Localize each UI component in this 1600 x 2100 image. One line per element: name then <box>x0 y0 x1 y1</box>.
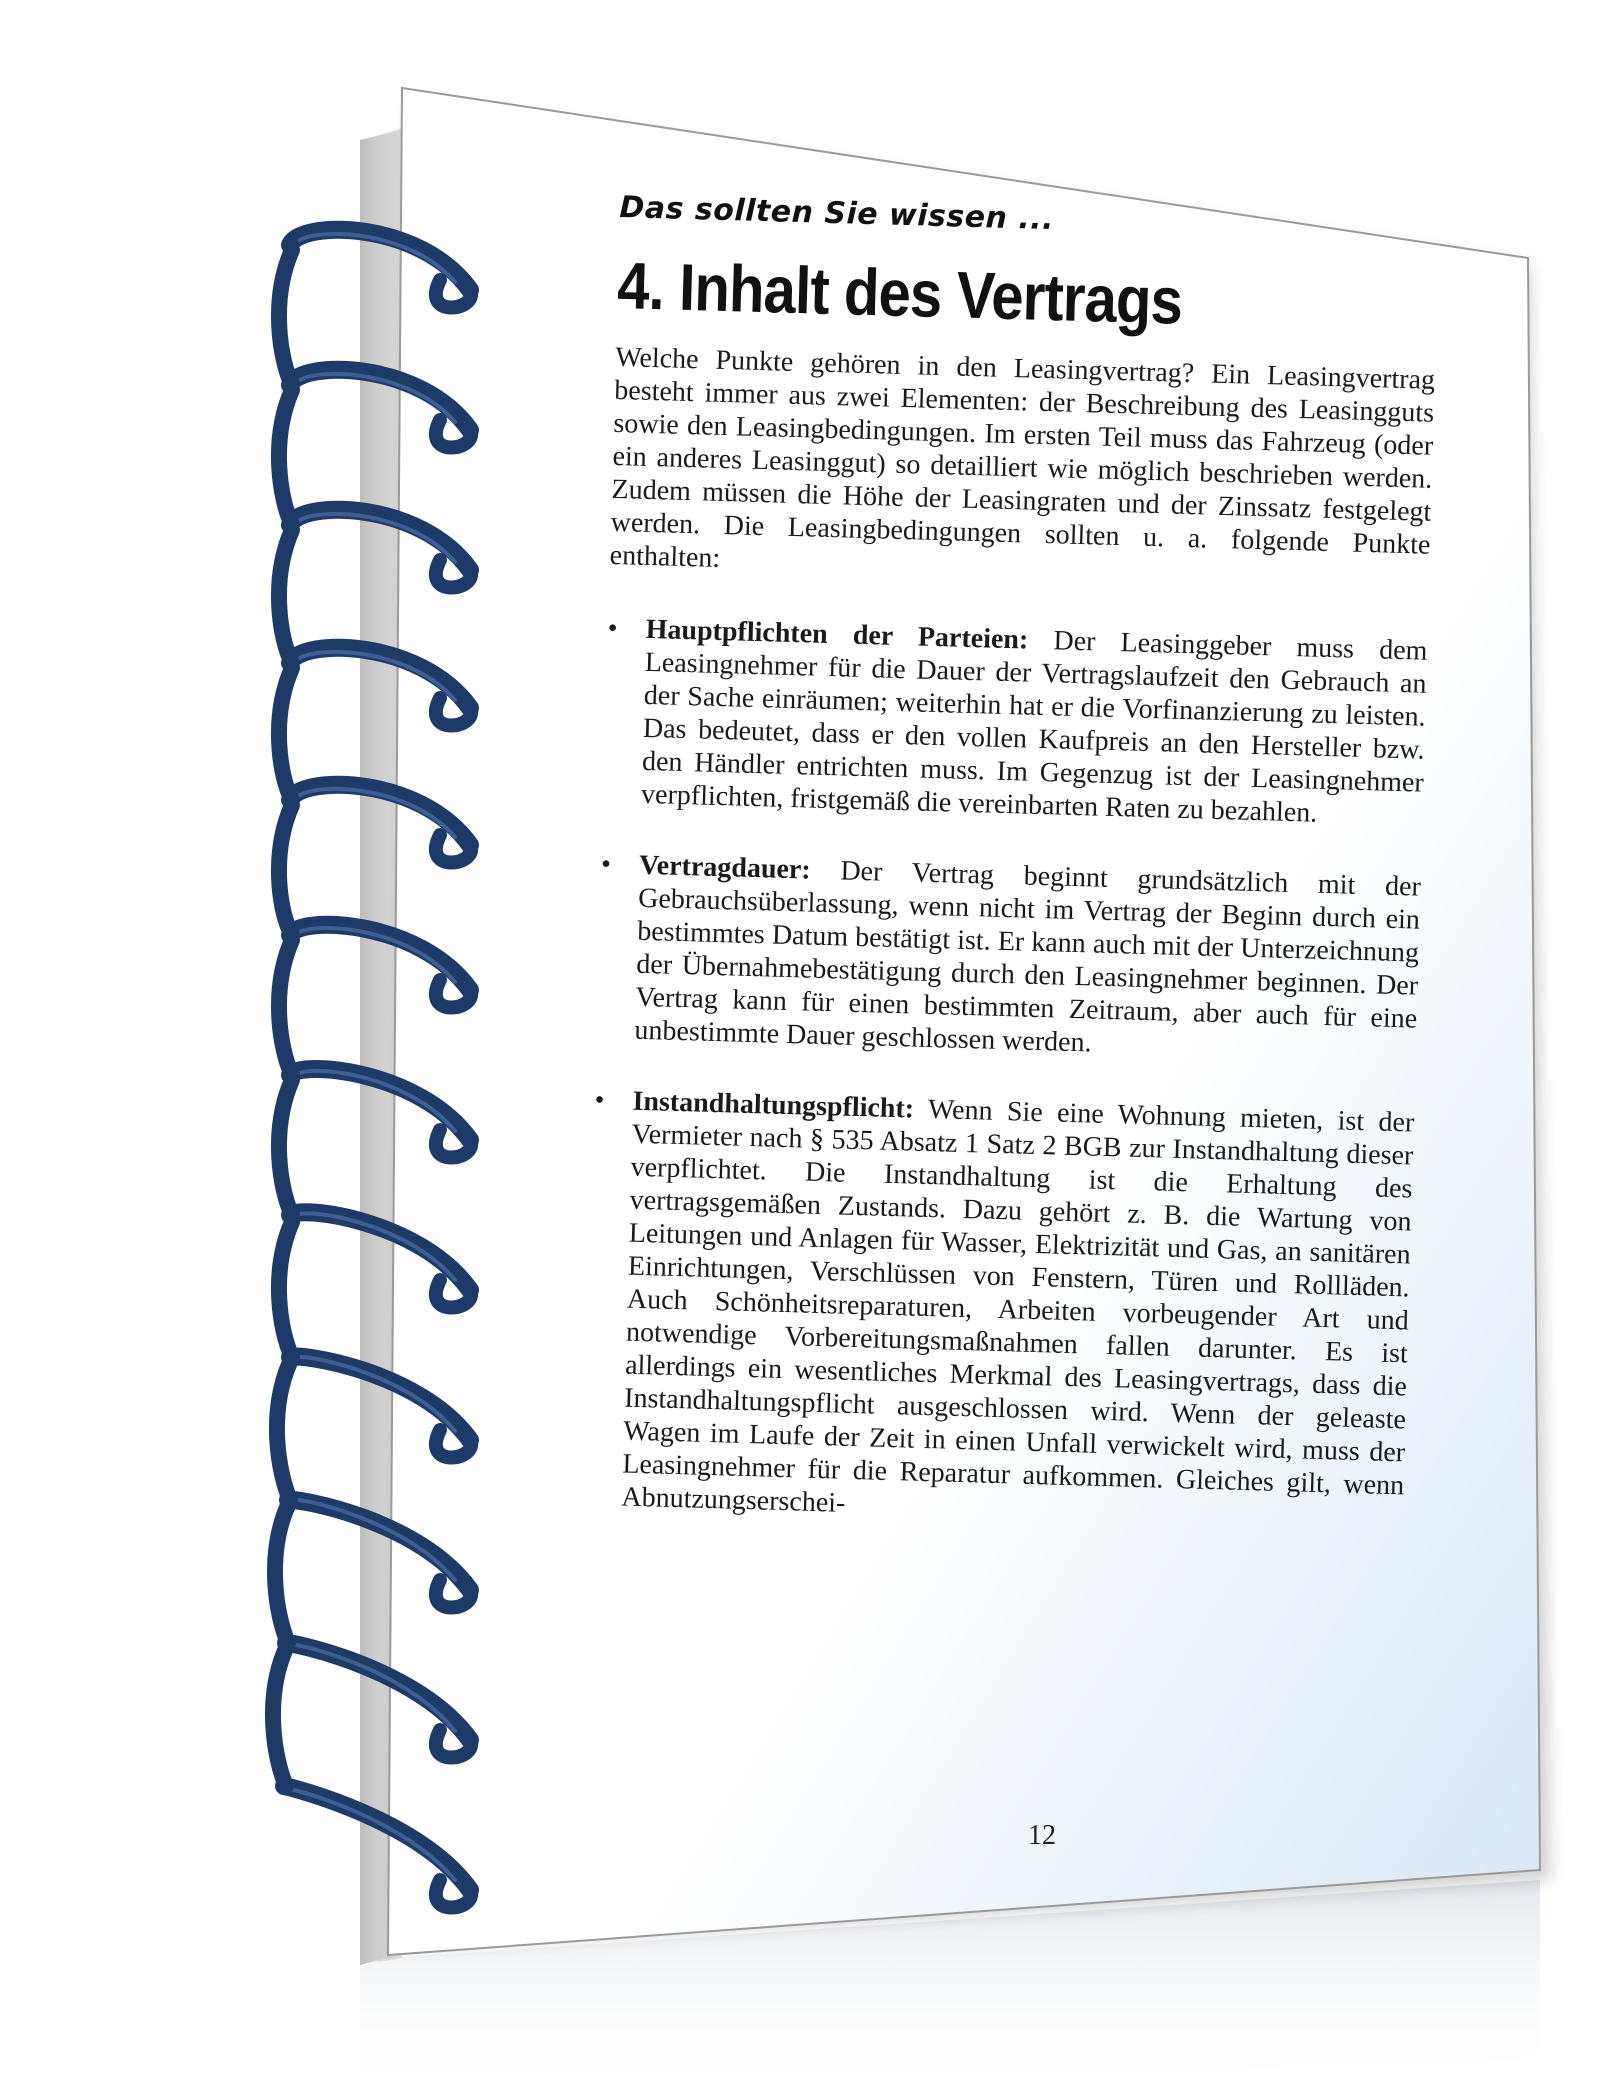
list-item-term: Instandhaltungspflicht: <box>632 1085 915 1125</box>
list-item-text: Der Leasinggeber muss dem Leasingnehmer für die Dauer der Vertragslaufzeit den Gebrauch an der Sache einräumen; weiterhin hat er die Vorfinanzierung zu leisten. Das bedeutet, dass er den vollen Kaufpreis an den Hersteller bzw. den Händler entrichten muss. Im Gegenzug ist der Leasingnehmer verpflichten, fristgemäß die vereinbarten Raten zu bezahlen. <box>640 624 1428 829</box>
page-number: 12 <box>1028 1820 1056 1851</box>
intro-paragraph: Welche Punkte gehören in den Leasingvertrag? Ein Leasingvertrag besteht immer aus zwei Elementen: der Beschreibung des Leasingguts sowie den Leasingbedingungen. Im ersten Teil muss das Fahrzeug (oder ein anderes Leasinggut) so detailliert wie möglich beschrieben werden. Zudem müssen die Höhe der Leasingraten und der Zinssatz festgelegt werden. Die Leasingbedingungen sollten u. a. folgende Punkte enthalten: <box>609 341 1436 574</box>
list-item <box>603 612 1428 833</box>
section-kicker: Das sollten Sie wissen ... <box>619 190 1055 238</box>
list-item-term: Vertragdauer: <box>638 849 812 886</box>
list-item-text: Wenn Sie eine Wohnung mieten, ist der Vermieter nach § 535 Absatz 1 Satz 2 BGB zur Instandhaltung dieser verpflichtet. Die Instandhaltung ist die Erhaltung des vertragsgemäßen Zustands. Dazu gehört z. B. die Wartung von Leitungen und Anlagen für Wasser, Elektrizität und Gas, an sanitären Einrichtungen, Verschlüssen von Fenstern, Türen und Rollläden. Auch Schönheitsreparaturen, Arbeiten vorbeugender Art und notwendige Vorbereitungsmaßnahmen fallen darunter. Es ist allerdings ein wesentliches Merkmal des Leasingvertrags, dass die Instandhaltungspflicht ausgeschlossen wird. Wenn der geleaste Wagen im Laufe der Zeit in einen Unfall verwickelt wird, muss der Leasingnehmer für die Reparatur aufkommen. Gleiches gilt, wenn Abnutzungserschei- <box>621 1093 1415 1519</box>
bullet: • <box>594 1084 605 1116</box>
list-item <box>596 848 1421 1069</box>
list-item-text: Der Vertrag beginnt grundsätzlich mit der Gebrauchsüberlassung, wenn nicht im Vertrag der Beginn durch ein bestimmtes Datum bestätigt ist. Er kann auch mit der Unterzeichnung der Übernahmebestätigung durch den Leasingnehmer beginnen. Der Vertrag kann für einen bestimmten Zeitraum, aber auch für eine unbestimmte Dauer geschlossen werden. <box>634 854 1422 1059</box>
page-content <box>582 190 1440 1573</box>
bullet: • <box>607 612 618 645</box>
chapter-title: 4. Inhalt des Vertrags <box>616 247 1184 338</box>
spiral-back-strokes <box>273 250 292 1786</box>
list-item-term: Hauptpflichten der Parteien: <box>645 613 1029 656</box>
bullet: • <box>600 848 612 881</box>
list-item <box>583 1084 1415 1536</box>
conditions-list <box>583 612 1428 1536</box>
